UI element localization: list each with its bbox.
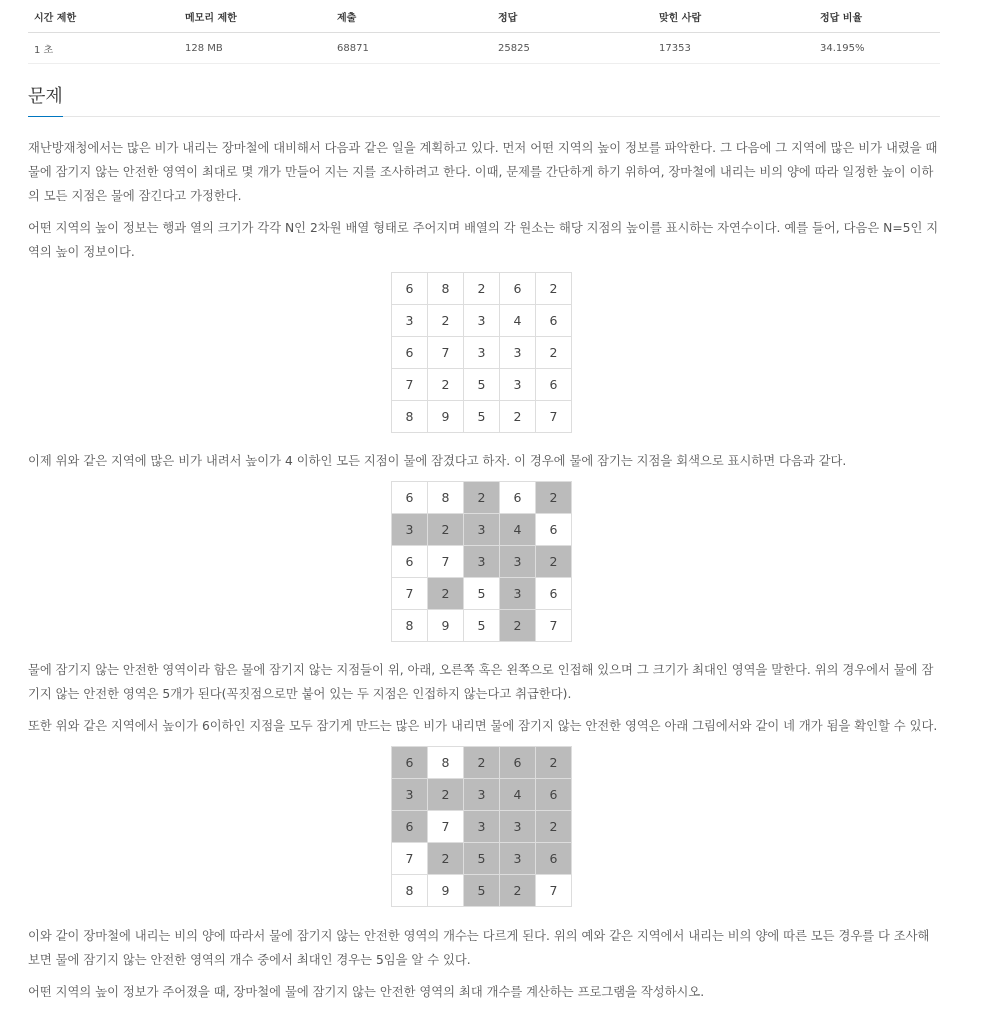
grid-cell: 6 <box>392 546 428 578</box>
grid-cell: 4 <box>500 305 536 337</box>
grid-cell-flooded: 4 <box>500 514 536 546</box>
grid-cell-flooded: 3 <box>500 546 536 578</box>
grid-cell-flooded: 2 <box>428 514 464 546</box>
grid-cell: 9 <box>428 875 464 907</box>
grid-cell-flooded: 6 <box>392 811 428 843</box>
problem-page <box>28 0 940 999</box>
grid-cell: 5 <box>464 401 500 433</box>
grid-row <box>392 811 572 843</box>
grid-cell: 8 <box>428 273 464 305</box>
grid-cell: 6 <box>500 482 536 514</box>
grid-cell: 5 <box>464 610 500 642</box>
grid-row <box>392 401 572 433</box>
grid-cell-flooded: 2 <box>428 843 464 875</box>
problem-heading: 문제 <box>28 84 63 117</box>
grid-cell-flooded: 2 <box>500 875 536 907</box>
grid-cell: 2 <box>536 337 572 369</box>
height-grid-flood-4 <box>391 481 572 642</box>
problem-paragraph-6: 이와 같이 장마철에 내리는 비의 양에 따라서 물에 잠기지 않는 안전한 영역의 개수는 다르게 된다. 위의 예와 같은 지역에서 내리는 비의 양에 따른 모든 경우를 다 조사해 보면 물에 잠기지 않는 안전한 영역의 개수 중에서 최대인 경우는 5임을 알 수 있다. <box>28 929 930 967</box>
grid-cell: 6 <box>392 482 428 514</box>
problem-paragraph-3: 이제 위와 같은 지역에 많은 비가 내려서 높이가 4 이하인 모든 지점이 물에 잠겼다고 하자. 이 경우에 물에 잠기는 지점을 회색으로 표시하면 다음과 같다. <box>28 454 847 468</box>
grid-cell-flooded: 3 <box>500 578 536 610</box>
grid-cell: 2 <box>536 273 572 305</box>
stats-header-solvers: 맞힌 사람 <box>653 0 814 33</box>
grid-cell: 3 <box>500 369 536 401</box>
grid-cell: 9 <box>428 401 464 433</box>
stats-ratio: 34.195% <box>814 33 940 64</box>
grid-cell-flooded: 3 <box>392 779 428 811</box>
grid-cell-flooded: 2 <box>500 610 536 642</box>
grid-cell-flooded: 6 <box>500 747 536 779</box>
grid-row <box>392 305 572 337</box>
stats-time-limit: 1 초 <box>28 33 179 64</box>
grid-cell-flooded: 3 <box>500 843 536 875</box>
grid-cell: 2 <box>464 273 500 305</box>
grid-cell: 5 <box>464 578 500 610</box>
grid-cell: 6 <box>392 337 428 369</box>
grid-cell: 3 <box>464 337 500 369</box>
grid-cell-flooded: 2 <box>464 482 500 514</box>
problem-paragraph-1: 재난방재청에서는 많은 비가 내리는 장마철에 대비해서 다음과 같은 일을 계획하고 있다. 먼저 어떤 지역의 높이 정보를 파악한다. 그 다음에 그 지역에 많은 비가 내렸을 때 물에 잠기지 않는 안전한 영역이 최대로 몇 개가 만들어 지는 지를 조사하려고 한다. 이때, 문제를 간단하게 하기 위하여, 장마철에 내리는 비의 양에 따라 일정한 높이 이하의 모든 지점은 물에 잠긴다고 가정한다. <box>28 141 938 203</box>
grid-cell: 8 <box>428 482 464 514</box>
grid-cell: 6 <box>536 305 572 337</box>
grid-cell-flooded: 2 <box>428 779 464 811</box>
grid-cell: 3 <box>500 337 536 369</box>
grid-cell: 7 <box>536 875 572 907</box>
stats-accepted: 25825 <box>492 33 653 64</box>
grid-cell-flooded: 5 <box>464 875 500 907</box>
problem-paragraph-5: 또한 위와 같은 지역에서 높이가 6이하인 지점을 모두 잠기게 만드는 많은 비가 내리면 물에 잠기지 않는 안전한 영역은 아래 그림에서와 같이 네 개가 됨을 확인할 수 있다. <box>28 719 938 733</box>
grid-cell: 6 <box>536 369 572 401</box>
grid-cell: 8 <box>392 875 428 907</box>
grid-cell-flooded: 2 <box>428 578 464 610</box>
grid-cell: 2 <box>428 369 464 401</box>
grid-cell: 9 <box>428 610 464 642</box>
grid-row <box>392 843 572 875</box>
grid-cell: 5 <box>464 369 500 401</box>
grid-row <box>392 875 572 907</box>
grid-cell: 3 <box>464 305 500 337</box>
problem-section-header <box>28 84 940 117</box>
grid-cell: 7 <box>536 610 572 642</box>
grid-cell: 8 <box>392 401 428 433</box>
grid-cell: 7 <box>392 578 428 610</box>
grid-row <box>392 546 572 578</box>
grid-cell: 2 <box>500 401 536 433</box>
grid-cell-flooded: 3 <box>500 811 536 843</box>
grid-cell-flooded: 6 <box>536 779 572 811</box>
grid-cell-flooded: 2 <box>536 811 572 843</box>
grid-cell: 7 <box>428 337 464 369</box>
grid-row <box>392 578 572 610</box>
grid-cell: 7 <box>536 401 572 433</box>
problem-paragraph-7: 어떤 지역의 높이 정보가 주어졌을 때, 장마철에 물에 잠기지 않는 안전한 영역의 최대 개수를 계산하는 프로그램을 작성하시오. <box>28 985 705 999</box>
grid-cell-flooded: 2 <box>536 482 572 514</box>
grid-row <box>392 273 572 305</box>
grid-cell-flooded: 2 <box>536 747 572 779</box>
grid-cell-flooded: 3 <box>464 779 500 811</box>
stats-header-ratio: 정답 비율 <box>814 0 940 33</box>
grid-cell: 2 <box>428 305 464 337</box>
grid-cell: 6 <box>536 578 572 610</box>
grid-cell-flooded: 2 <box>536 546 572 578</box>
grid-cell-flooded: 5 <box>464 843 500 875</box>
grid-row <box>392 482 572 514</box>
grid-cell: 8 <box>428 747 464 779</box>
grid-cell: 6 <box>536 514 572 546</box>
stats-header-accepted: 정답 <box>492 0 653 33</box>
problem-paragraph-4: 물에 잠기지 않는 안전한 영역이라 함은 물에 잠기지 않는 지점들이 위, 아래, 오른쪽 혹은 왼쪽으로 인접해 있으며 그 크기가 최대인 영역을 말한다. 위의 경우에서 물에 잠기지 않는 안전한 영역은 5개가 된다(꼭짓점으로만 붙어 있는 두 지점은 인접하지 않는다고 취급한다). <box>28 663 934 701</box>
stats-solvers: 17353 <box>653 33 814 64</box>
stats-header-row <box>28 0 940 33</box>
stats-memory-limit: 128 MB <box>179 33 331 64</box>
grid-cell-flooded: 3 <box>464 514 500 546</box>
grid-cell-flooded: 3 <box>464 546 500 578</box>
grid-cell: 6 <box>500 273 536 305</box>
stats-header-submissions: 제출 <box>331 0 492 33</box>
grid-cell: 7 <box>428 811 464 843</box>
grid-cell: 7 <box>392 369 428 401</box>
height-grid-original <box>391 272 572 433</box>
grid-row <box>392 779 572 811</box>
grid-row <box>392 610 572 642</box>
grid-cell-flooded: 3 <box>464 811 500 843</box>
grid-cell-flooded: 2 <box>464 747 500 779</box>
grid-row <box>392 337 572 369</box>
grid-cell: 3 <box>392 305 428 337</box>
grid-cell: 7 <box>428 546 464 578</box>
stats-submissions: 68871 <box>331 33 492 64</box>
grid-cell: 7 <box>392 843 428 875</box>
grid-cell: 6 <box>392 273 428 305</box>
grid-cell-flooded: 6 <box>536 843 572 875</box>
grid-row <box>392 369 572 401</box>
grid-row <box>392 747 572 779</box>
problem-paragraph-2: 어떤 지역의 높이 정보는 행과 열의 크기가 각각 N인 2차원 배열 형태로 주어지며 배열의 각 원소는 해당 지점의 높이를 표시하는 자연수이다. 예를 들어, 다음은 N=5인 지역의 높이 정보이다. <box>28 221 939 259</box>
height-grid-flood-6 <box>391 746 572 907</box>
grid-row <box>392 514 572 546</box>
grid-cell: 8 <box>392 610 428 642</box>
grid-cell-flooded: 4 <box>500 779 536 811</box>
stats-header-memory-limit: 메모리 제한 <box>179 0 331 33</box>
stats-value-row <box>28 33 940 64</box>
problem-stats-table <box>28 0 940 64</box>
grid-cell-flooded: 6 <box>392 747 428 779</box>
stats-header-time-limit: 시간 제한 <box>28 0 179 33</box>
grid-cell-flooded: 3 <box>392 514 428 546</box>
